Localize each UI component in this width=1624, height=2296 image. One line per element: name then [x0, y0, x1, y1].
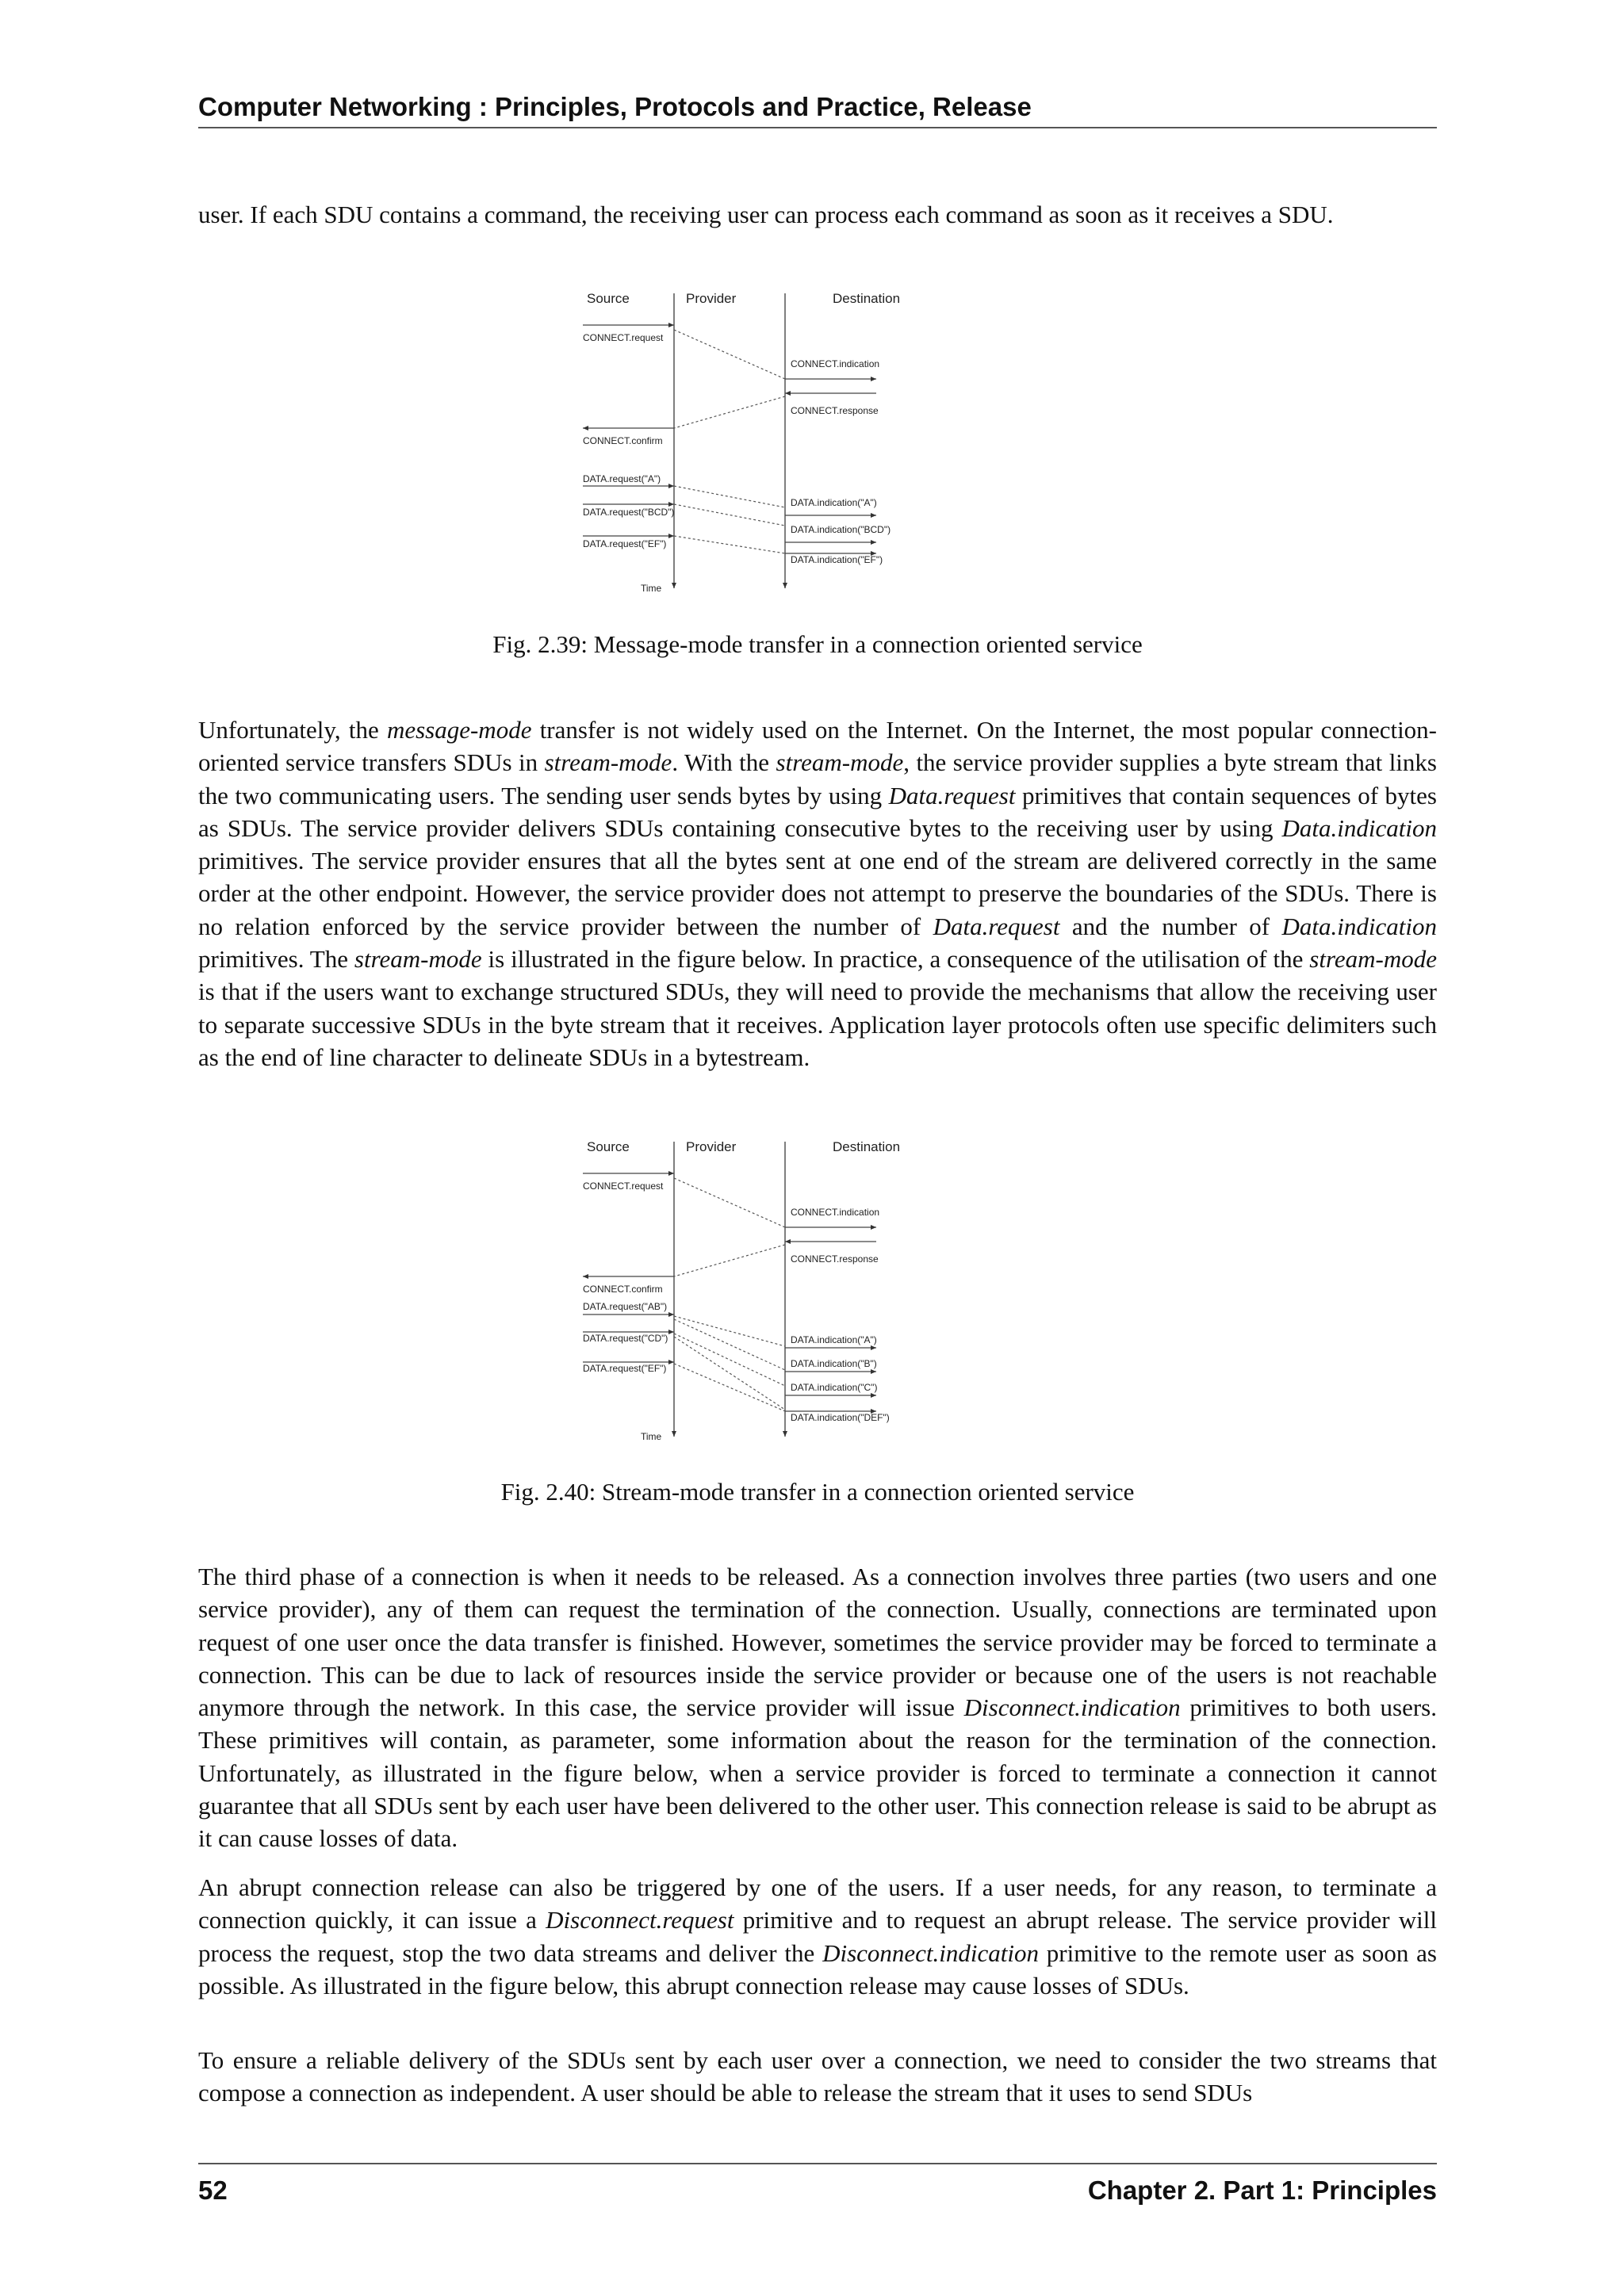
p1-em-1: message-mode [386, 716, 532, 744]
paragraph-release [198, 1560, 1437, 1855]
caption-fig-2-39: Fig. 2.39: Message-mode transfer in a connection oriented service [492, 630, 1143, 658]
column-source: Source [587, 291, 630, 306]
label-data-request-ab: DATA.request("AB") [583, 1301, 668, 1312]
caption-fig-2-40: Fig. 2.40: Stream-mode transfer in a connection oriented service [500, 1478, 1135, 1506]
label-connect-indication: CONNECT.indication [791, 1207, 880, 1218]
data-bcd-transit [674, 504, 785, 526]
label-connect-request: CONNECT.request [583, 1181, 664, 1192]
data-a-transit [674, 486, 785, 507]
transit-d [674, 1337, 785, 1410]
transit-a [674, 1316, 785, 1346]
label-connect-indication: CONNECT.indication [791, 358, 880, 369]
transit-ef [674, 1364, 785, 1411]
p2-text-0: The third phase of a connection is when it needs to be released. As a connection involves three parties (two users and one service provider), any of them can request the termination of the connection. Usually, connections are terminated upon request of one user once the data transfer is finished. However, sometimes the service provider may be forced to terminate a connection. This can be due to lack of resources inside the service provider or because one of the users is not reachable anymore through the network. In this case, the service provider will issue [198, 1563, 1437, 1722]
paragraph-reliable-delivery: To ensure a reliable delivery of the SDUs sent by each user over a connection, we need to consider the two streams that compose a connection as independent. A user should be able to release the stream that it uses to send SDUs [198, 2046, 1437, 2107]
p3-text-2: primitive and to request an abrupt release. The service provider will process the request, stop the two data streams and deliver the [198, 1906, 1437, 1967]
p1-text-16: is illustrated in the figure below. In practice, a consequence of the utilisation of the [481, 945, 1310, 974]
paragraph-stream-mode [198, 714, 1437, 1073]
label-data-request-cd: DATA.request("CD") [583, 1333, 668, 1344]
p1-em-13: Data.indication [1281, 912, 1437, 940]
connect-response-transit [674, 396, 785, 428]
column-provider: Provider [686, 1139, 737, 1154]
label-connect-confirm: CONNECT.confirm [583, 435, 663, 446]
label-data-indication-ef: DATA.indication("EF") [791, 554, 883, 565]
label-connect-response: CONNECT.response [791, 1253, 879, 1265]
transit-c [674, 1334, 785, 1386]
p1-text-14: primitives. The [198, 945, 354, 974]
label-data-request-a: DATA.request("A") [583, 473, 661, 484]
sequence-diagram-stream-mode [571, 1134, 1063, 1447]
footer-rule [198, 2163, 1437, 2164]
p2-text-2: primitives to both users. These primitives will contain, as parameter, some information about the reason for the termination of the connection. Unfortunately, as illustrated in the figure below, when a service provider is forced to terminate a connection it cannot guarantee that all SDUs sent by each user have been delivered to the other user. This connection release is said to be abrupt as it can cause losses of data. [198, 1693, 1437, 1853]
label-connect-request: CONNECT.request [583, 332, 664, 343]
data-ef-transit [674, 536, 785, 553]
p1-text-18: is that if the users want to exchange structured SDUs, they will need to provide the mechanisms that allow the receiving user to separate successive SDUs in the byte stream that it receives. Application layer protocols often use specific delimiters such as the end of line character to delineate SDUs in a bytestream. [198, 978, 1437, 1071]
label-data-indication-def: DATA.indication("DEF") [791, 1412, 890, 1423]
label-data-request-bcd: DATA.request("BCD") [583, 507, 675, 518]
label-data-indication-b: DATA.indication("B") [791, 1358, 877, 1369]
figure-2-39 [571, 285, 1063, 599]
p1-text-0: Unfortunately, the [198, 716, 387, 744]
header-rule [198, 127, 1437, 128]
sequence-diagram-message-mode [571, 285, 1063, 599]
p1-em-11: Data.request [933, 912, 1060, 940]
label-connect-confirm: CONNECT.confirm [583, 1284, 663, 1295]
p1-em-5: stream-mode [776, 748, 904, 777]
label-data-request-ef: DATA.request("EF") [583, 538, 667, 549]
time-label: Time [641, 583, 662, 594]
p1-text-2: transfer is not widely used on the Internet. On the Internet, the most popular connection-oriented service transfers SDUs in [198, 716, 1438, 777]
chapter-title: Chapter 2. Part 1: Principles [1087, 2175, 1437, 2205]
paragraph-intro: user. If each SDU contains a command, the receiving user can process each command as soon as it receives a SDU. [198, 201, 1334, 228]
p1-em-3: stream-mode [544, 748, 672, 777]
label-data-indication-a: DATA.indication("A") [791, 1334, 877, 1345]
p1-text-4: . With the [672, 748, 776, 777]
p2-em-1: Disconnect.indication [963, 1693, 1181, 1722]
p1-em-17: stream-mode [1309, 945, 1437, 974]
column-destination: Destination [833, 1139, 901, 1154]
p1-em-9: Data.indication [1281, 813, 1437, 842]
time-label: Time [641, 1431, 662, 1442]
column-source: Source [587, 1139, 630, 1154]
p1-text-8: primitives that contain sequences of bytes as SDUs. The service provider delivers SDUs containing consecutive bytes to the receiving user by using [198, 781, 1437, 842]
p3-text-4: primitive to the remote user as soon as possible. As illustrated in the figure below, this abrupt connection release may cause losses of SDUs. [198, 1938, 1437, 1999]
column-provider: Provider [686, 291, 737, 306]
label-data-indication-a: DATA.indication("A") [791, 497, 877, 508]
p1-em-15: stream-mode [354, 945, 482, 974]
column-destination: Destination [833, 291, 901, 306]
figure-2-40 [571, 1134, 1063, 1447]
connect-request-transit [674, 1178, 785, 1227]
p1-text-12: and the number of [1059, 912, 1282, 940]
label-data-indication-c: DATA.indication("C") [791, 1382, 878, 1393]
running-header: Computer Networking : Principles, Protocols and Practice, Release [198, 92, 1032, 121]
connect-request-transit [674, 330, 785, 379]
p3-text-0: An abrupt connection release can also be triggered by one of the users. If a user needs, for any reason, to terminate a connection quickly, it can issue a [198, 1873, 1437, 1934]
p1-em-7: Data.request [888, 781, 1016, 809]
p3-em-3: Disconnect.indication [822, 1938, 1039, 1967]
page-number: 52 [198, 2175, 228, 2205]
label-data-request-ef: DATA.request("EF") [583, 1363, 667, 1374]
p3-em-1: Disconnect.request [546, 1906, 734, 1934]
transit-b [674, 1319, 785, 1370]
p1-text-10: primitives. The service provider ensures that all the bytes sent at one end of the stream are delivered correctly in the same order at the other endpoint. However, the service provider does not attempt to preserve the boundaries of the SDUs. There is no relation enforced by the service provider between the number of [198, 847, 1437, 940]
p1-text-6: , the service provider supplies a byte stream that links the two communicating users. The sending user sends bytes by using [198, 748, 1437, 809]
paragraph-abrupt-release [198, 1871, 1437, 2002]
label-connect-response: CONNECT.response [791, 405, 879, 416]
label-data-indication-bcd: DATA.indication("BCD") [791, 524, 891, 535]
page [198, 0, 1437, 2296]
connect-response-transit [674, 1245, 785, 1276]
